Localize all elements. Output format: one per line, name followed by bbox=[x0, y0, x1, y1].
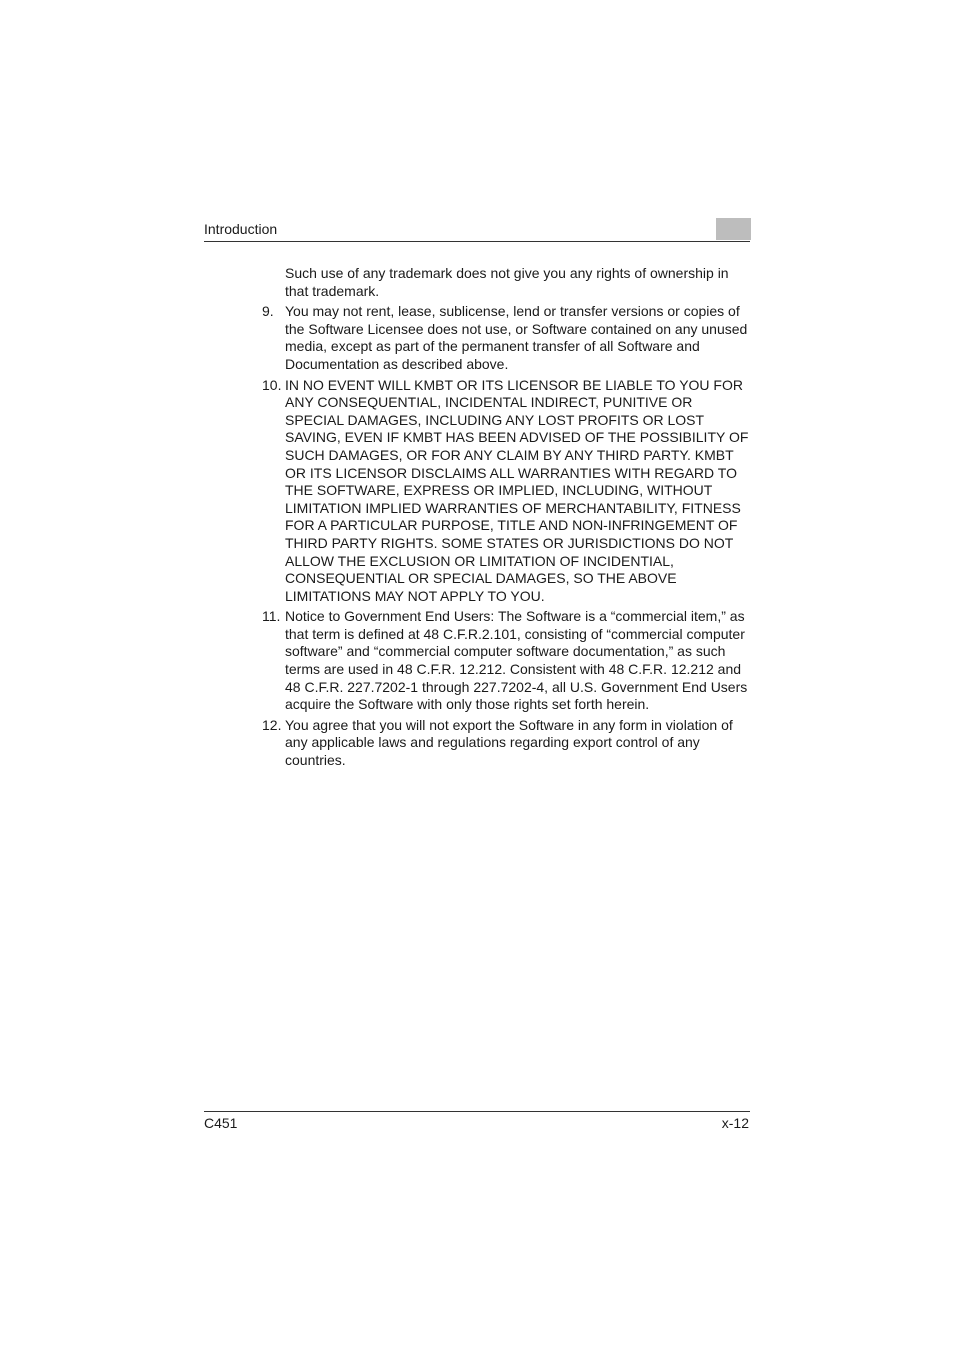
list-item-number: 10. bbox=[262, 376, 282, 393]
footer-model: C451 bbox=[204, 1115, 238, 1131]
list-item-number: 11. bbox=[262, 608, 281, 625]
list-item-number: 12. bbox=[262, 716, 282, 733]
list-item bbox=[204, 717, 750, 770]
list-item bbox=[204, 303, 750, 373]
section-title: Introduction bbox=[204, 221, 278, 237]
chapter-tab-marker bbox=[716, 218, 751, 240]
list-item-text: Notice to Government End Users: The Software is a “commercial item,” as that term is defined at 48 C.F.R.2.101, consisting of “commercial computer software” and “commercial computer software documentation,” as such terms are used in 48 C.F.R. 12.212. Consistent with 48 C.F.R. 12.212 and 48 C.F.R. 227.7202-1 through 227.7202-4, all U.S. Government End Users acquire the Software with only those rights set forth herein. bbox=[285, 608, 748, 713]
list-item-number: 9. bbox=[262, 303, 274, 320]
list-item-text: You agree that you will not export the Software in any form in violation of any applicable laws and regulations regarding export control of any countries. bbox=[285, 716, 733, 769]
list-item bbox=[204, 608, 750, 714]
list-item-text: You may not rent, lease, sublicense, lend or transfer versions or copies of the Software Licensee does not use, or Software contained on any unused media, except as part of the permanent transfer of all Software and Documentation as described above. bbox=[285, 303, 748, 372]
footer-page-number: x-12 bbox=[721, 1115, 749, 1131]
footer-divider bbox=[204, 1111, 750, 1112]
body-content bbox=[204, 265, 750, 773]
list-item-text: IN NO EVENT WILL KMBT OR ITS LICENSOR BE LIABLE TO YOU FOR ANY CONSEQUENTIAL, INCIDENTAL INDIRECT, PUNITIVE OR SPECIAL DAMAGES, INCLUDING ANY LOST PROFITS OR LOST SAVING, EVEN IF KMBT HAS BEEN ADVISED OF THE POSSIBILITY OF SUCH DAMAGES, OR FOR ANY CLAIM BY ANY THIRD PARTY. KMBT OR ITS LICENSOR DISCLAIMS ALL WARRANTIES WITH REGARD TO THE SOFTWARE, EXPRESS OR IMPLIED, INCLUDING, WITHOUT LIMITATION IMPLIED WARRANTIES OF MERCHANTABILITY, FITNESS FOR A PARTICULAR PURPOSE, TITLE AND NON-INFRINGEMENT OF THIRD PARTY RIGHTS. SOME STATES OR JURISDICTIONS DO NOT ALLOW THE EXCLUSION OR LIMITATION OF INCIDENTIAL, CONSEQUENTIAL OR SPECIAL DAMAGES, SO THE ABOVE LIMITATIONS MAY NOT APPLY TO YOU. bbox=[285, 376, 749, 604]
intro-paragraph: Such use of any trademark does not give you any rights of ownership in that trademark. bbox=[285, 265, 729, 299]
list-item bbox=[204, 377, 750, 606]
header-divider bbox=[204, 241, 750, 242]
